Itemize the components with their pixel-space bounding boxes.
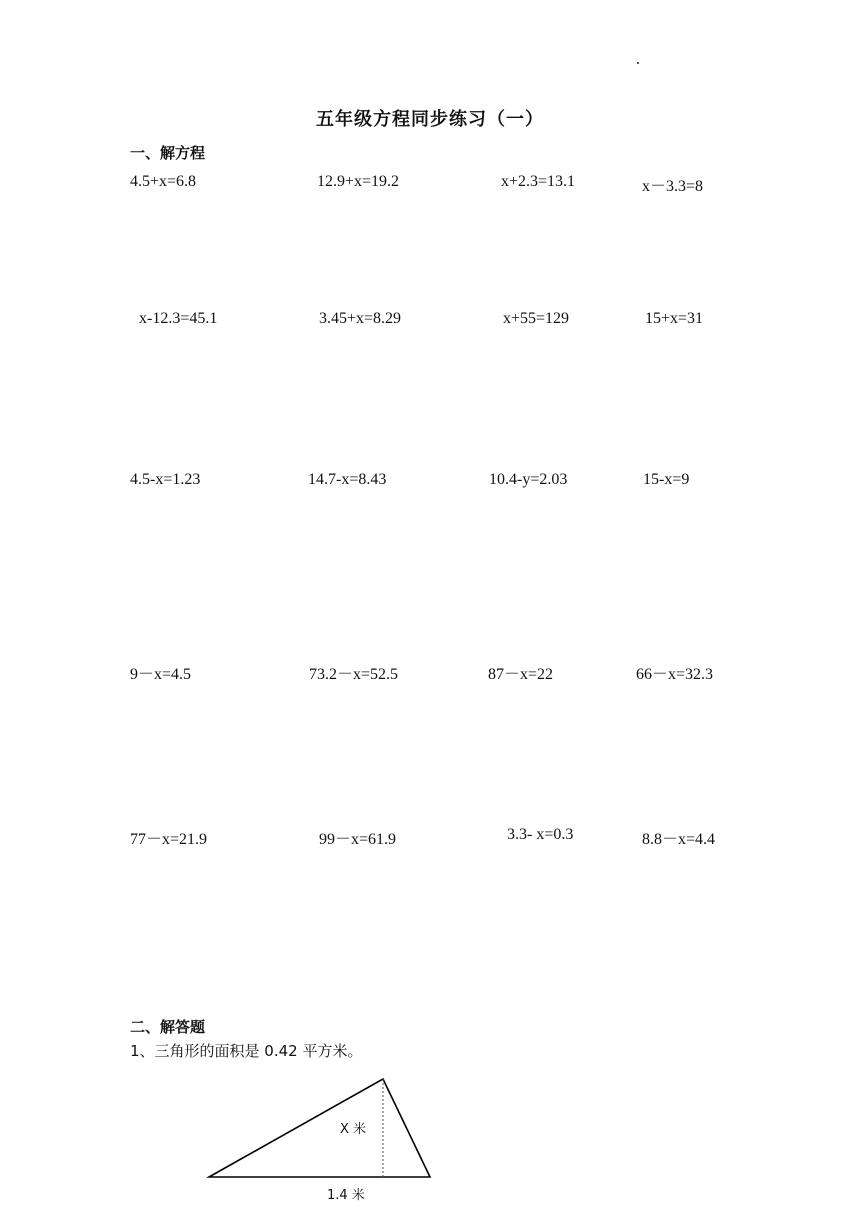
triangle-shape bbox=[209, 1079, 430, 1177]
problem-1-text: 1、三角形的面积是 0.42 平方米。 bbox=[130, 1042, 363, 1060]
equation: 15+x=31 bbox=[645, 310, 704, 327]
equation: 77－x=21.9 bbox=[130, 831, 208, 848]
equation: 87－x=22 bbox=[488, 666, 554, 683]
equation: 3.3- x=0.3 bbox=[507, 826, 574, 843]
height-label: X 米 bbox=[340, 1122, 367, 1137]
equation: 8.8－x=4.4 bbox=[642, 831, 716, 848]
equation: 10.4-y=2.03 bbox=[489, 471, 568, 488]
equation: x+55=129 bbox=[503, 310, 570, 327]
equation: 12.9+x=19.2 bbox=[317, 173, 400, 190]
base-label: 1.4 米 bbox=[327, 1188, 365, 1203]
equation: 4.5+x=6.8 bbox=[130, 173, 197, 190]
equation: 73.2－x=52.5 bbox=[309, 666, 399, 683]
equation: 66－x=32.3 bbox=[636, 666, 714, 683]
equation: x+2.3=13.1 bbox=[501, 173, 576, 190]
equation: x－3.3=8 bbox=[642, 178, 704, 195]
equation: 14.7-x=8.43 bbox=[308, 471, 387, 488]
equation: 9－x=4.5 bbox=[130, 666, 192, 683]
equation: 3.45+x=8.29 bbox=[319, 310, 402, 327]
equation: 99－x=61.9 bbox=[319, 831, 397, 848]
section-heading-word-problems: 二、解答题 bbox=[130, 1018, 206, 1036]
equation: 4.5-x=1.23 bbox=[130, 471, 201, 488]
page-title: 五年级方程同步练习（一） bbox=[316, 109, 544, 130]
equation: 15-x=9 bbox=[643, 471, 690, 488]
section-heading-equations: 一、解方程 bbox=[130, 144, 206, 162]
equation: x-12.3=45.1 bbox=[139, 310, 218, 327]
